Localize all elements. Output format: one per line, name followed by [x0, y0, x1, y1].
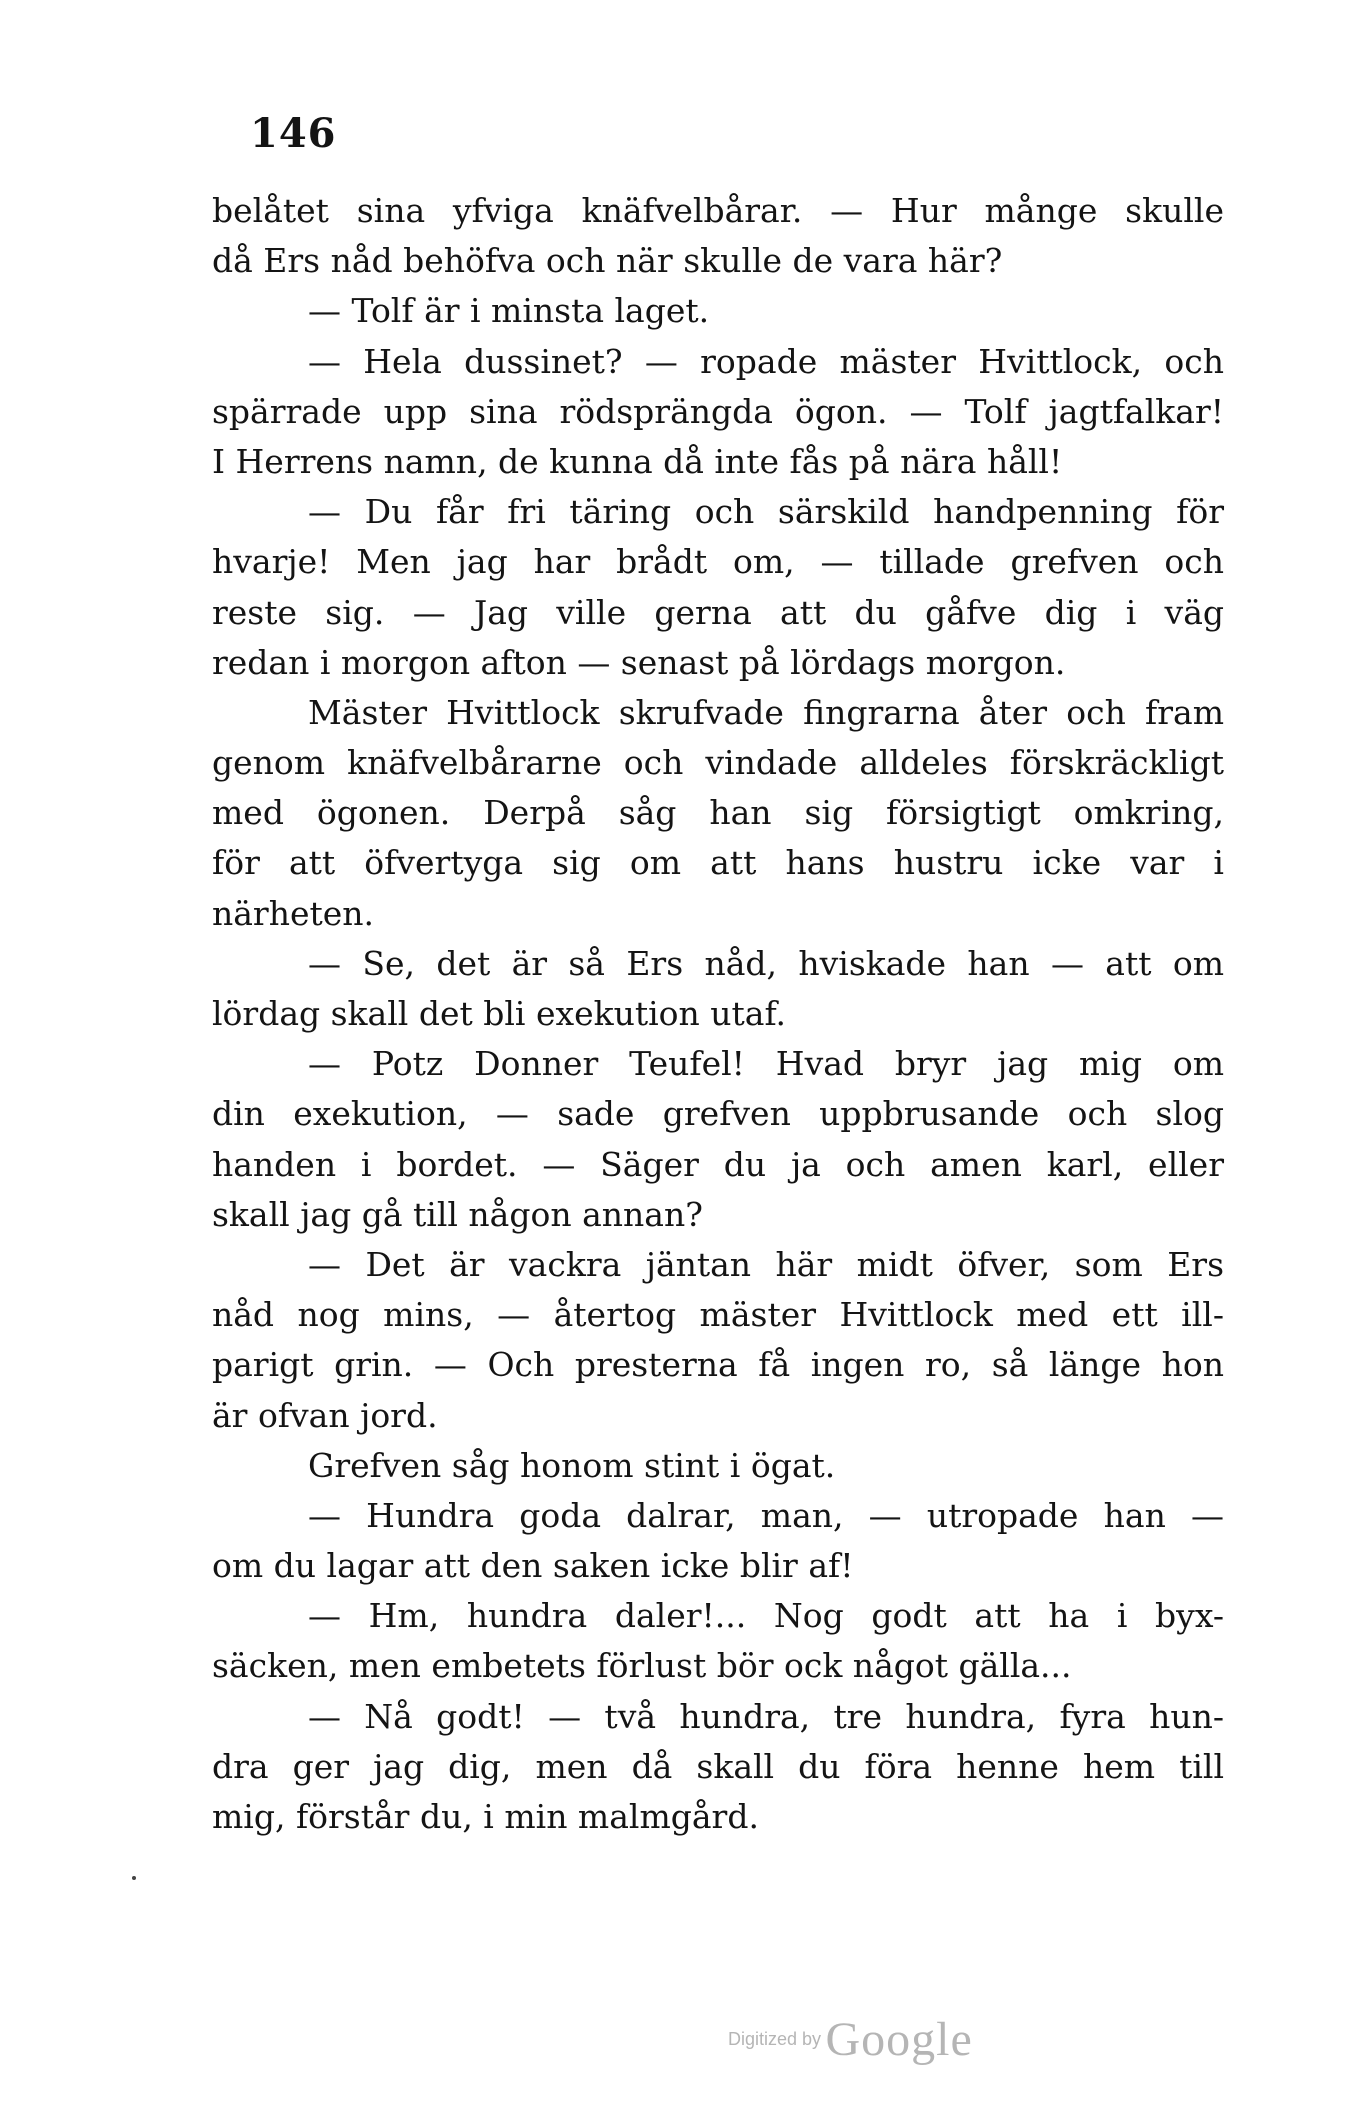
text-line: — Det är vackra jäntan här midt öfver, som Ers	[308, 1244, 1224, 1284]
text-line: Grefven såg honom stint i ögat.	[308, 1445, 836, 1485]
text-line: hvarje! Men jag har brådt om, — tillade grefven och	[212, 542, 1224, 582]
digitization-watermark	[728, 2012, 973, 2067]
text-line: — Nå godt! — två hundra, tre hundra, fyra hun-	[308, 1696, 1224, 1736]
text-line: skall jag gå till någon annan?	[212, 1194, 703, 1234]
text-line: parigt grin. — Och presterna få ingen ro, så länge hon	[212, 1345, 1224, 1385]
text-line: — Se, det är så Ers nåd, hviskade han — att om	[308, 943, 1224, 983]
text-line: — Hm, hundra daler!... Nog godt att ha i byx-	[308, 1596, 1224, 1636]
text-line: säcken, men embetets förlust bör ock något gälla...	[212, 1646, 1072, 1686]
text-line: redan i morgon afton — senast på lördags morgon.	[212, 642, 1066, 682]
text-line: då Ers nåd behöfva och när skulle de vara här?	[212, 241, 1003, 281]
text-line: med ögonen. Derpå såg han sig försigtigt omkring,	[212, 793, 1224, 833]
page-number: 146	[250, 110, 337, 157]
paper-speck	[132, 1876, 136, 1880]
text-line: handen i bordet. — Säger du ja och amen karl, eller	[212, 1144, 1224, 1184]
text-line: är ofvan jord.	[212, 1395, 438, 1435]
text-line: — Tolf är i minsta laget.	[308, 291, 710, 331]
digitized-by-label: Digitized by	[728, 2029, 822, 2049]
text-line: Mäster Hvittlock skrufvade fingrarna åter och fram	[308, 692, 1224, 732]
text-line: reste sig. — Jag ville gerna att du gåfve dig i väg	[212, 592, 1224, 632]
body-text	[212, 186, 1224, 1842]
text-line: mig, förstår du, i min malmgård.	[212, 1797, 759, 1836]
text-line: närheten.	[212, 893, 375, 933]
text-line: — Du får fri täring och särskild handpenning för	[308, 492, 1224, 532]
text-line: I Herrens namn, de kunna då inte fås på nära håll!	[212, 441, 1063, 481]
text-line: dra ger jag dig, men då skall du föra henne hem till	[212, 1746, 1224, 1786]
text-line: din exekution, — sade grefven uppbrusande och slog	[212, 1094, 1224, 1134]
text-line: lördag skall det bli exekution utaf.	[212, 994, 787, 1033]
text-line: genom knäfvelbårarne och vindade alldeles förskräckligt	[212, 743, 1224, 783]
text-line: — Hundra goda dalrar, man, — utropade han —	[308, 1495, 1224, 1535]
text-line: om du lagar att den saken icke blir af!	[212, 1546, 854, 1586]
text-line: — Hela dussinet? — ropade mäster Hvittlock, och	[308, 341, 1224, 381]
text-line: spärrade upp sina rödsprängda ögon. — Tolf jagtfalkar!	[212, 391, 1224, 431]
text-line: belåtet sina yfviga knäfvelbårar. — Hur månge skulle	[212, 191, 1224, 230]
text-line: för att öfvertyga sig om att hans hustru icke var i	[212, 843, 1224, 883]
google-logo: Google	[825, 2013, 973, 2066]
text-line: nåd nog mins, — återtog mäster Hvittlock med ett ill-	[212, 1295, 1224, 1335]
text-line: — Potz Donner Teufel! Hvad bryr jag mig om	[308, 1044, 1224, 1084]
